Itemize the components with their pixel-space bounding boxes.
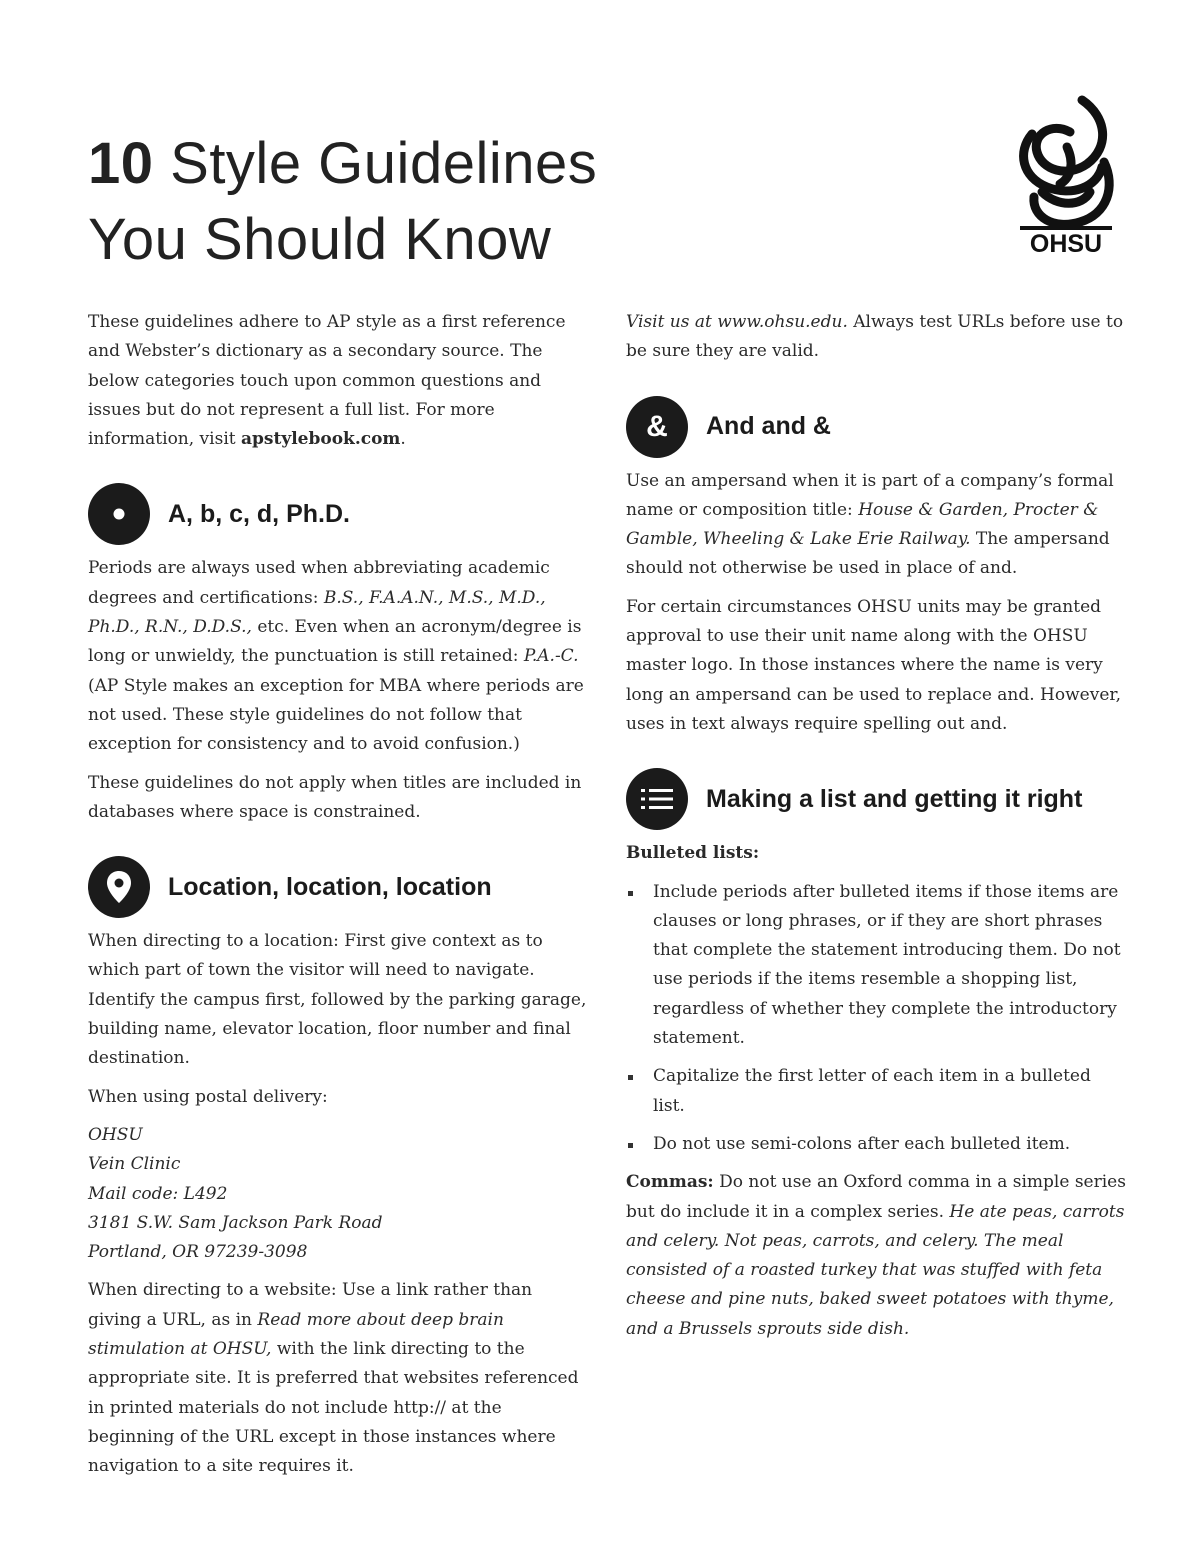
left-column — [88, 308, 588, 1491]
title-line1: Style Guidelines — [153, 131, 598, 196]
address-line: Vein Clinic — [88, 1154, 181, 1175]
ampersand-heading: And and & — [706, 412, 831, 441]
abbrev-paragraph-1: Periods are always used when abbreviating academic degrees and certifications: B.S., F.A.A.N., M.S., M.D., Ph.D., R.N., D.D.S., etc. Even when an acronym/degree is long or unwieldy, the punctuation is still retained: P.A.-C. (AP Style makes an exception for MBA where periods are not used. These style guidelines do not follow that exception for consistency and to avoid confusion.) — [88, 558, 584, 755]
ampersand-paragraph-2: For certain circumstances OHSU units may be granted approval to use their unit name along with the OHSU master logo. In those instances where the name is very long an ampersand can be used to replace and. However, uses in text always require spelling out and. — [626, 596, 1122, 734]
ampersand-section-header — [626, 395, 1126, 459]
right-column — [626, 308, 1126, 1353]
abbrev-paragraph-2: These guidelines do not apply when titles are included in databases where space is constrained. — [88, 772, 582, 822]
commas-paragraph: Commas: Do not use an Oxford comma in a simple series but do include it in a complex series. He ate peas, carrots and celery. Not peas, carrots, and celery. The meal consisted of a roasted turkey that was stuffed with feta cheese and pine nuts, baked sweet potatoes with thyme, and a Brussels sprouts side dish. — [626, 1172, 1126, 1339]
postal-address — [88, 1121, 588, 1267]
lists-heading: Making a list and getting it right — [706, 784, 1083, 813]
ampersand-paragraph-1: Use an ampersand when it is part of a company’s formal name or composition title: House & Garden, Procter & Gamble, Wheeling & Lake Erie Railway. The ampersand should not otherwise be used in place of and. — [626, 470, 1114, 579]
address-line: 3181 S.W. Sam Jackson Park Road — [88, 1212, 383, 1233]
apstylebook-link[interactable]: apstylebook.com — [241, 429, 401, 450]
location-paragraph-3: When directing to a website: Use a link rather than giving a URL, as in Read more about deep brain stimulation at OHSU, with the link directing to the appropriate site. It is preferred that websites referenced in printed materials do not include http:// at the beginning of the URL except in those instances where navigation to a site requires it. — [88, 1280, 579, 1477]
ampersand-icon: & — [626, 396, 688, 458]
lists-section-header — [626, 767, 1126, 831]
ohsu-flame-logo-icon — [1012, 92, 1120, 257]
address-line: OHSU — [88, 1124, 143, 1145]
location-section-header — [88, 855, 588, 919]
title-number: 10 — [88, 131, 154, 196]
intro-paragraph: These guidelines adhere to AP style as a first reference and Webster’s dictionary as a secondary source. The below categories touch upon common questions and issues but do not represent a full list. For more information, visit apstylebook.com. — [88, 312, 566, 450]
address-line: Portland, OR 97239-3098 — [88, 1242, 308, 1263]
location-paragraph-2: When using postal delivery: — [88, 1086, 328, 1107]
address-line: Mail code: L492 — [88, 1183, 228, 1204]
page-title — [88, 126, 597, 278]
abbrev-section-header — [88, 482, 588, 546]
abbrev-heading: A, b, c, d, Ph.D. — [168, 499, 350, 528]
list-item: Include periods after bulleted items if those items are clauses or long phrases, or if they are short phrases that complete the statement introducing them. Do not use periods if the items resemble a shopping list, regardless of whether they complete the introductory statement. — [626, 878, 1126, 1054]
list-icon — [626, 768, 688, 830]
list-item: Do not use semi-colons after each bulleted item. — [626, 1130, 1126, 1159]
location-heading: Location, location, location — [168, 872, 492, 901]
ohsu-logo — [1012, 92, 1120, 257]
location-paragraph-3-continued: Visit us at www.ohsu.edu. Always test URLs before use to be sure they are valid. — [626, 312, 1124, 362]
list-item: Capitalize the first letter of each item in a bulleted list. — [626, 1062, 1126, 1121]
title-line2: You Should Know — [88, 207, 552, 272]
location-paragraph-1: When directing to a location: First give context as to which part of town the visitor will need to navigate. Identify the campus first, followed by the parking garage, building name, elevator location, floor number and final destination. — [88, 931, 587, 1069]
period-dot-icon — [88, 483, 150, 545]
logo-text: OHSU — [1029, 230, 1103, 257]
bulleted-lists-subhead: Bulleted lists: — [626, 843, 760, 864]
bullet-list — [626, 878, 1126, 1160]
map-pin-icon — [88, 856, 150, 918]
